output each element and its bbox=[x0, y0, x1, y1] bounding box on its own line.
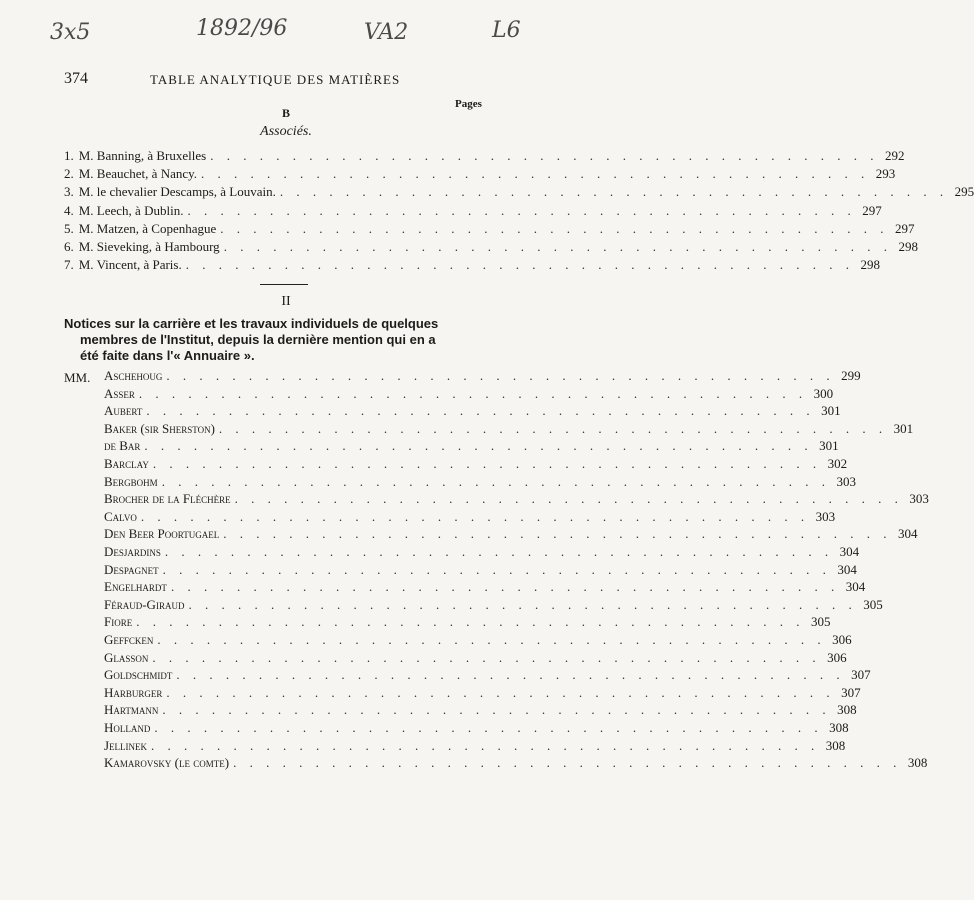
toc-entry bbox=[104, 473, 856, 492]
dot-leader: . . . . . . . . . . . . . . . . . . . . . . . . . . . . . . . . . . . . . . . . . bbox=[162, 561, 831, 577]
toc-entry bbox=[104, 508, 836, 527]
toc-entry bbox=[104, 526, 918, 544]
subsection-title: Associés. bbox=[260, 124, 312, 139]
entry-page-number: 302 bbox=[827, 456, 848, 471]
entry-number: 6. bbox=[64, 239, 74, 254]
toc-entry bbox=[104, 420, 914, 439]
toc-entry bbox=[64, 257, 880, 275]
dot-leader: . . . . . . . . . . . . . . . . . . . . . . . . . . . . . . . . . . . . . . . . . bbox=[144, 438, 813, 454]
toc-entry bbox=[104, 755, 928, 773]
entry-label: Aubert bbox=[104, 403, 143, 419]
entry-label: M. Sieveking, à Hambourg bbox=[78, 239, 220, 254]
toc-entry bbox=[104, 667, 871, 685]
entry-page-number: 303 bbox=[909, 491, 929, 507]
toc-entry bbox=[104, 544, 860, 562]
entry-page-number: 299 bbox=[841, 368, 861, 383]
entry-label: Barclay bbox=[104, 456, 149, 471]
entry-label: Bergbohm bbox=[104, 473, 158, 489]
entry-page-number: 298 bbox=[898, 239, 918, 254]
dot-leader: . . . . . . . . . . . . . . . . . . . . . . . . . . . . . . . . . . . . . . . . . bbox=[210, 148, 879, 163]
entry-label: Geffcken bbox=[104, 632, 154, 647]
entry-page-number: 306 bbox=[827, 649, 847, 665]
dot-leader: . . . . . . . . . . . . . . . . . . . . . . . . . . . . . . . . . . . . . . . . . bbox=[176, 667, 845, 683]
entry-label: M. Matzen, à Copenhague bbox=[78, 220, 217, 236]
dot-leader: . . . . . . . . . . . . . . . . . . . . . . . . . . . . . . . . . . . . . . . . . bbox=[164, 544, 834, 559]
entry-label: M. Beauchet, à Nancy. bbox=[78, 166, 198, 182]
dot-leader: . . . . . . . . . . . . . . . . . . . . . . . . . . . . . . . . . . . . . . . . . bbox=[140, 508, 810, 524]
toc-entry bbox=[104, 614, 831, 632]
pages-column-label: Pages bbox=[455, 98, 482, 110]
entry-number: 3. bbox=[64, 184, 74, 200]
entry-label: Kamarovsky (le comte) bbox=[104, 755, 230, 771]
handwritten-note: 1892/96 bbox=[196, 16, 288, 41]
entry-page-number: 308 bbox=[825, 737, 846, 753]
dot-leader: . . . . . . . . . . . . . . . . . . . . . . . . . . . . . . . . . . . . . . . . . bbox=[166, 368, 835, 383]
entry-page-number: 308 bbox=[829, 720, 849, 735]
handwritten-note: VA2 bbox=[364, 20, 409, 45]
toc-entry bbox=[104, 368, 861, 386]
entry-page-number: 301 bbox=[819, 438, 839, 454]
entry-label: Féraud-Giraud bbox=[104, 596, 185, 612]
entry-label: Asser bbox=[104, 385, 135, 401]
toc-entry bbox=[104, 579, 866, 597]
entry-page-number: 304 bbox=[898, 526, 918, 542]
dot-leader: . . . . . . . . . . . . . . . . . . . . . . . . . . . . . . . . . . . . . . . . . bbox=[279, 184, 949, 200]
dot-leader: . . . . . . . . . . . . . . . . . . . . . . . . . . . . . . . . . . . . . . . . . bbox=[152, 649, 821, 665]
page-header bbox=[64, 70, 509, 90]
toc-entry bbox=[104, 720, 849, 738]
entry-page-number: 297 bbox=[895, 220, 915, 236]
heading-line: Notices sur la carrière et les travaux individuels de quelques bbox=[64, 316, 439, 331]
entry-page-number: 292 bbox=[884, 148, 905, 163]
dot-leader: . . . . . . . . . . . . . . . . . . . . . . . . . . . . . . . . . . . . . . . . . bbox=[152, 456, 822, 471]
entry-label: Calvo bbox=[104, 508, 137, 524]
dot-leader: . . . . . . . . . . . . . . . . . . . . . . . . . . . . . . . . . . . . . . . . . bbox=[162, 702, 831, 718]
members-prefix: MM. bbox=[64, 370, 91, 385]
dot-leader: . . . . . . . . . . . . . . . . . . . . . . . . . . . . . . . . . . . . . . . . . bbox=[151, 737, 820, 753]
entry-number: 2. bbox=[64, 166, 74, 182]
dot-leader: . . . . . . . . . . . . . . . . . . . . . . . . . . . . . . . . . . . . . . . . . bbox=[223, 526, 892, 542]
entry-page-number: 304 bbox=[845, 579, 866, 595]
entry-label: Hartmann bbox=[104, 702, 159, 718]
dot-leader: . . . . . . . . . . . . . . . . . . . . . . . . . . . . . . . . . . . . . . . . . bbox=[187, 202, 856, 218]
entry-label: Den Beer Poortugael bbox=[104, 526, 220, 542]
entry-label: de Bar bbox=[104, 438, 141, 454]
entry-label: Desjardins bbox=[104, 544, 161, 559]
section-heading bbox=[64, 316, 510, 364]
toc-entry bbox=[104, 702, 857, 720]
entry-page-number: 295 bbox=[954, 184, 974, 200]
section-numeral: II bbox=[281, 294, 291, 309]
entry-number: 7. bbox=[64, 257, 74, 273]
entry-label: Despagnet bbox=[104, 561, 159, 577]
dot-leader: . . . . . . . . . . . . . . . . . . . . . . . . . . . . . . . . . . . . . . . . . bbox=[188, 596, 857, 612]
toc-entry bbox=[104, 456, 848, 474]
dot-leader: . . . . . . . . . . . . . . . . . . . . . . . . . . . . . . . . . . . . . . . . . bbox=[166, 684, 835, 700]
handwritten-annotations bbox=[0, 14, 572, 54]
entry-label: Engelhardt bbox=[104, 579, 167, 595]
dot-leader: . . . . . . . . . . . . . . . . . . . . . . . . . . . . . . . . . . . . . . . . . bbox=[220, 220, 889, 236]
entry-page-number: 301 bbox=[893, 420, 914, 436]
entry-label: M. Leech, à Dublin. bbox=[78, 202, 184, 218]
entry-number: 1. bbox=[64, 148, 74, 163]
entry-label: Aschehoug bbox=[104, 368, 163, 383]
entry-label: Glasson bbox=[104, 649, 149, 665]
entry-label: Goldschmidt bbox=[104, 667, 173, 683]
toc-entry bbox=[64, 220, 915, 239]
toc-entry bbox=[104, 561, 857, 580]
dot-leader: . . . . . . . . . . . . . . . . . . . . . . . . . . . . . . . . . . . . . . . . . bbox=[157, 632, 826, 647]
dot-leader: . . . . . . . . . . . . . . . . . . . . . . . . . . . . . . . . . . . . . . . . . bbox=[138, 385, 808, 401]
heading-line: membres de l'Institut, depuis la dernière mention qui en a bbox=[80, 332, 436, 347]
entry-page-number: 304 bbox=[837, 561, 857, 577]
toc-entry bbox=[104, 737, 846, 756]
entry-page-number: 305 bbox=[863, 596, 883, 612]
entry-page-number: 301 bbox=[821, 403, 841, 419]
dot-leader: . . . . . . . . . . . . . . . . . . . . . . . . . . . . . . . . . . . . . . . . . bbox=[146, 403, 815, 419]
entry-label: M. le chevalier Descamps, à Louvain. bbox=[78, 184, 276, 200]
toc-entry bbox=[104, 596, 883, 615]
entry-page-number: 300 bbox=[813, 385, 834, 401]
toc-entry bbox=[64, 184, 974, 202]
dot-leader: . . . . . . . . . . . . . . . . . . . . . . . . . . . . . . . . . . . . . . . . . bbox=[161, 473, 830, 489]
dot-leader: . . . . . . . . . . . . . . . . . . . . . . . . . . . . . . . . . . . . . . . . . bbox=[201, 166, 870, 182]
toc-entry bbox=[104, 385, 834, 404]
entry-page-number: 303 bbox=[815, 508, 836, 524]
dot-leader: . . . . . . . . . . . . . . . . . . . . . . . . . . . . . . . . . . . . . . . . . bbox=[136, 614, 805, 630]
toc-entry bbox=[64, 202, 882, 221]
entry-page-number: 298 bbox=[860, 257, 880, 273]
entry-label: Holland bbox=[104, 720, 151, 735]
dot-leader: . . . . . . . . . . . . . . . . . . . . . . . . . . . . . . . . . . . . . . . . . bbox=[223, 239, 892, 254]
toc-entry bbox=[104, 632, 852, 650]
toc-entry bbox=[104, 438, 839, 456]
entry-number: 5. bbox=[64, 220, 74, 236]
heading-line: été faite dans l'« Annuaire ». bbox=[80, 348, 255, 363]
entry-page-number: 293 bbox=[875, 166, 896, 182]
section-letter: B bbox=[281, 106, 290, 120]
toc-entry bbox=[64, 239, 918, 257]
entry-label: Baker (sir Sherston) bbox=[104, 420, 215, 436]
entry-page-number: 305 bbox=[810, 614, 831, 630]
entry-label: Fiore bbox=[104, 614, 133, 630]
toc-entry bbox=[64, 166, 896, 184]
dot-leader: . . . . . . . . . . . . . . . . . . . . . . . . . . . . . . . . . . . . . . . . . bbox=[185, 257, 854, 273]
entry-label: Harburger bbox=[104, 684, 163, 700]
entry-page-number: 304 bbox=[839, 544, 860, 559]
entry-label: M. Banning, à Bruxelles bbox=[78, 148, 207, 163]
toc-entry bbox=[104, 491, 929, 509]
entry-label: Brocher de la Fléchère bbox=[104, 491, 231, 507]
toc-entry bbox=[104, 684, 861, 703]
section-divider bbox=[260, 284, 308, 285]
entry-page-number: 307 bbox=[851, 667, 871, 683]
handwritten-note: L6 bbox=[492, 18, 521, 43]
entry-page-number: 297 bbox=[862, 202, 882, 218]
dot-leader: . . . . . . . . . . . . . . . . . . . . . . . . . . . . . . . . . . . . . . . . . bbox=[234, 491, 903, 507]
entry-page-number: 308 bbox=[907, 755, 928, 771]
running-title: TABLE ANALYTIQUE DES MATIÈRES bbox=[150, 72, 401, 87]
entry-label: M. Vincent, à Paris. bbox=[78, 257, 182, 273]
dot-leader: . . . . . . . . . . . . . . . . . . . . . . . . . . . . . . . . . . . . . . . . . bbox=[218, 420, 888, 436]
entry-page-number: 303 bbox=[836, 473, 856, 489]
dot-leader: . . . . . . . . . . . . . . . . . . . . . . . . . . . . . . . . . . . . . . . . . bbox=[233, 755, 902, 771]
dot-leader: . . . . . . . . . . . . . . . . . . . . . . . . . . . . . . . . . . . . . . . . . bbox=[170, 579, 840, 595]
entry-page-number: 308 bbox=[837, 702, 857, 718]
toc-entry bbox=[104, 649, 847, 668]
toc-entry bbox=[104, 403, 841, 421]
entry-number: 4. bbox=[64, 202, 74, 218]
entry-page-number: 306 bbox=[832, 632, 852, 647]
handwritten-note: 3x5 bbox=[50, 20, 91, 45]
dot-leader: . . . . . . . . . . . . . . . . . . . . . . . . . . . . . . . . . . . . . . . . . bbox=[154, 720, 823, 735]
entry-label: Jellinek bbox=[104, 737, 148, 753]
toc-entry bbox=[64, 148, 905, 166]
page-number: 374 bbox=[64, 70, 88, 87]
entry-page-number: 307 bbox=[841, 684, 861, 700]
